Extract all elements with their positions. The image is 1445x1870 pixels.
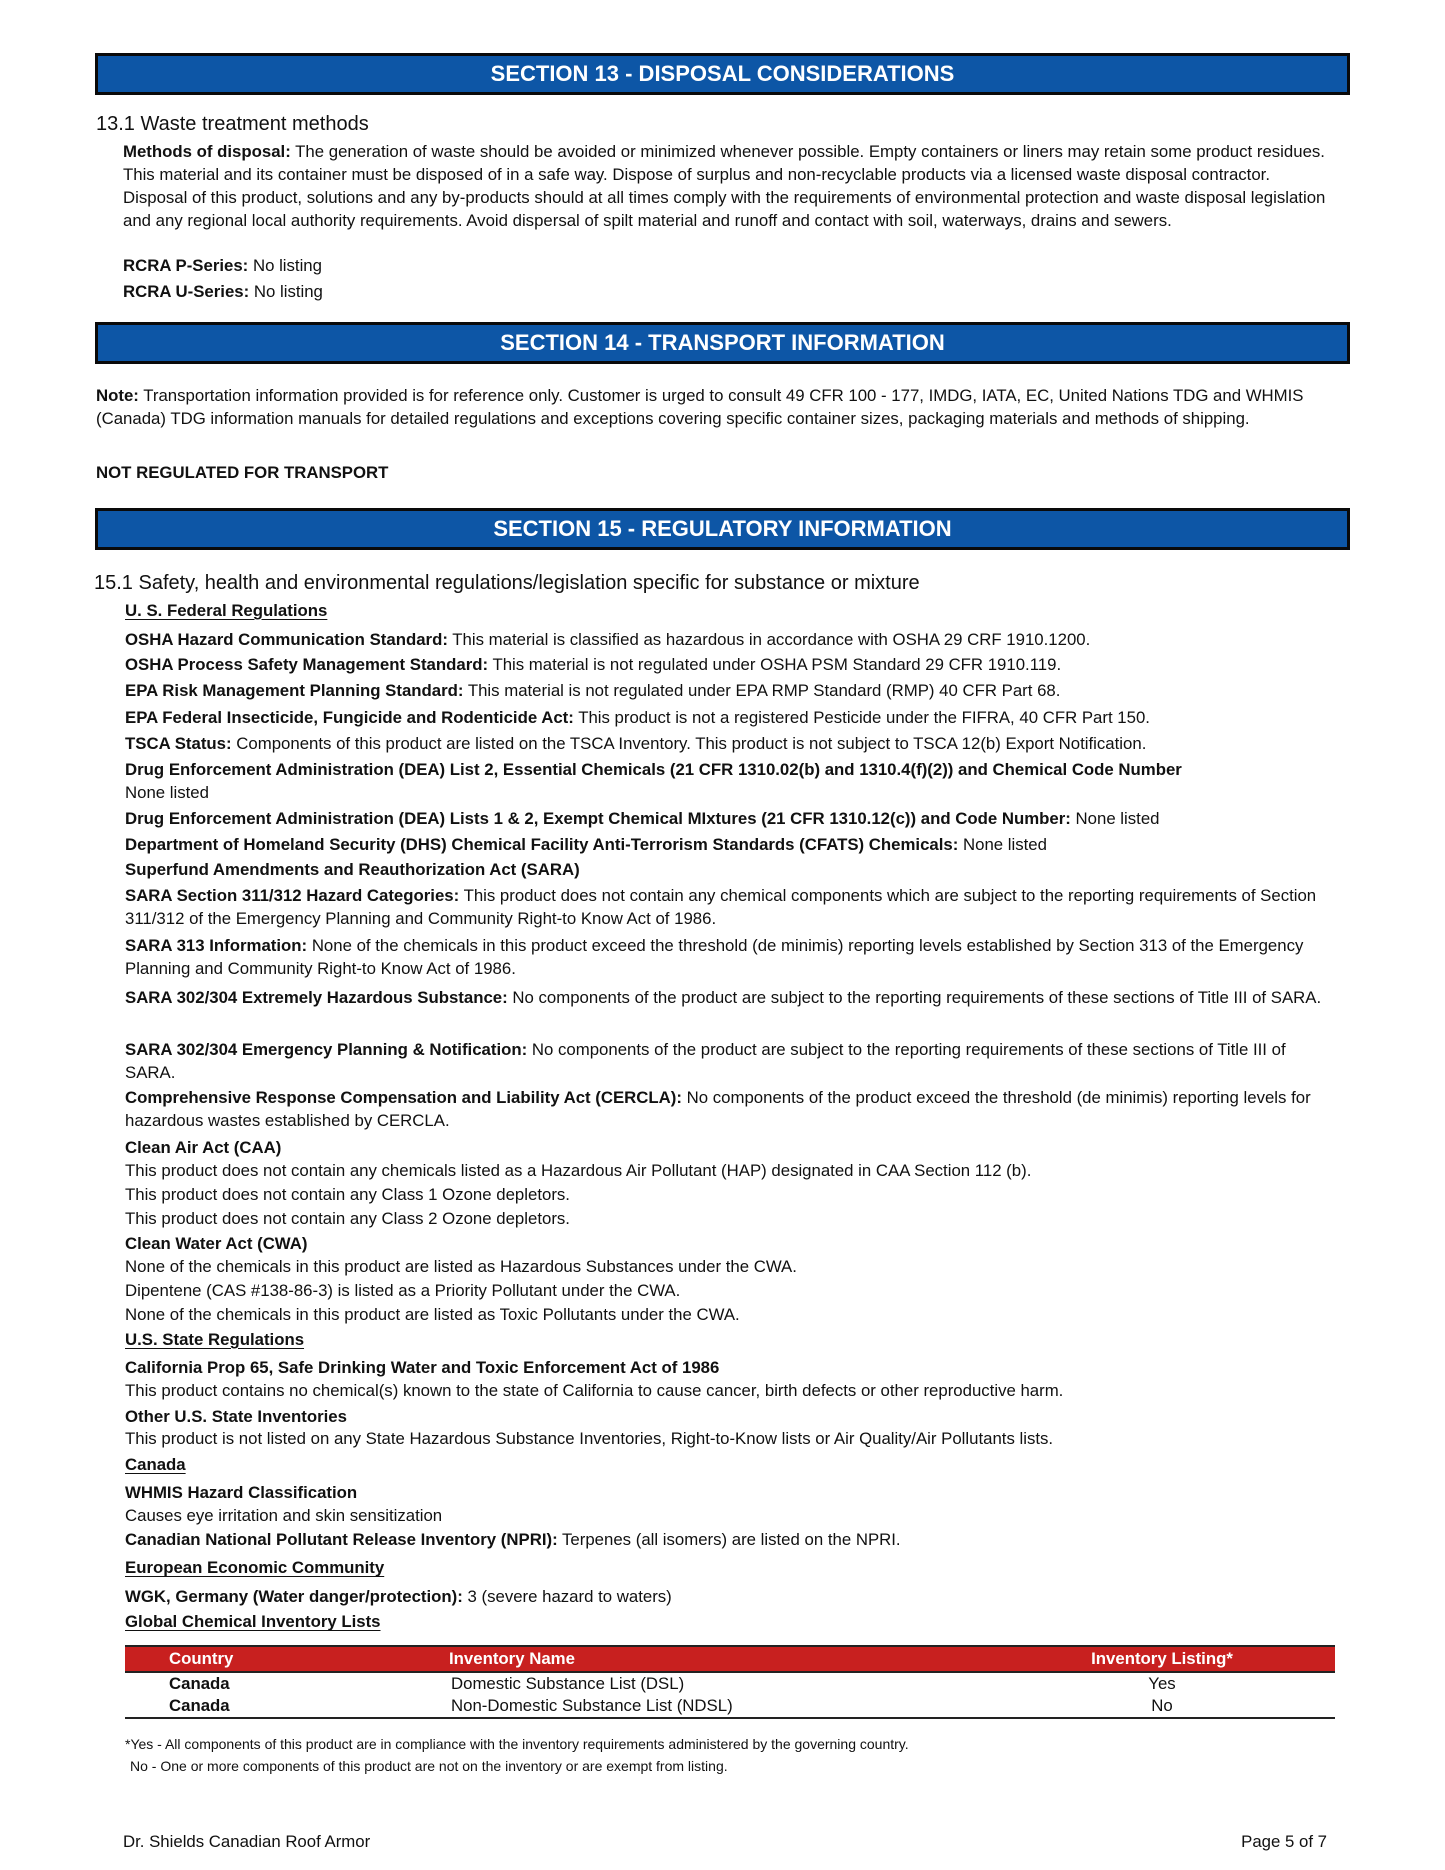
rcra-p-series xyxy=(123,256,322,276)
npri-label: Canadian National Pollutant Release Inventory (NPRI): xyxy=(125,1530,558,1549)
row-country: Canada xyxy=(169,1696,230,1715)
sara311-label: SARA Section 311/312 Hazard Categories: xyxy=(125,886,460,905)
inventory-table xyxy=(125,1645,1335,1719)
sara302e-text: No components of the product are subject to the reporting requirements of these sections of Title III of SARA. xyxy=(125,1040,1286,1082)
note-yes: *Yes - All components of this product are in compliance with the inventory requirements administered by the governing country. xyxy=(125,1736,909,1752)
dhs-cfats xyxy=(125,835,1047,855)
col-country: Country xyxy=(125,1646,449,1672)
wgk-label: WGK, Germany (Water danger/protection): xyxy=(125,1587,463,1606)
caa-line-1: This product does not contain any chemicals listed as a Hazardous Air Pollutant (HAP) designated in CAA Section 112 (b). xyxy=(125,1161,1032,1180)
rcra-u-series xyxy=(123,282,323,302)
whmis-text: Causes eye irritation and skin sensitization xyxy=(125,1506,443,1525)
epa-rmp-text: This material is not regulated under EPA RMP Standard (RMP) 40 CFR Part 68. xyxy=(467,681,1061,700)
table-row xyxy=(125,1672,1335,1695)
row-inventory-name: Non-Domestic Substance List (NDSL) xyxy=(451,1696,733,1715)
footer-product-name: Dr. Shields Canadian Roof Armor xyxy=(123,1832,371,1851)
canada-heading: Canada xyxy=(125,1455,186,1474)
dea12-label: Drug Enforcement Administration (DEA) Lists 1 & 2, Exempt Chemical MIxtures (21 CFR 1310.12(c)) and Code Number: xyxy=(125,809,1071,828)
methods-text: The generation of waste should be avoided or minimized whenever possible. Empty containers or liners may retain some product residues. This material and its container must be disposed of in a safe way. Dispose of surplus and non-recyclable products via a licensed waste disposal contractor. Disposal of this product, solutions and any by-products should at all times comply with the requirements of environmental protection and waste disposal legislation and any regional local authority requirements. Avoid dispersal of spilt material and runoff and contact with soil, waterways, drains and sewers. xyxy=(123,142,1326,230)
npri-text: Terpenes (all isomers) are listed on the NPRI. xyxy=(562,1530,901,1549)
fifra-label: EPA Federal Insecticide, Fungicide and Rodenticide Act: xyxy=(125,708,574,727)
cercla-label: Comprehensive Response Compensation and Liability Act (CERCLA): xyxy=(125,1088,682,1107)
us-federal-heading: U. S. Federal Regulations xyxy=(125,601,328,620)
not-regulated-text: NOT REGULATED FOR TRANSPORT xyxy=(96,463,389,482)
epa-fifra xyxy=(125,708,1150,728)
section-14-header: SECTION 14 - TRANSPORT INFORMATION xyxy=(95,322,1350,364)
cwa-heading: Clean Water Act (CWA) xyxy=(125,1234,308,1253)
rcra-u-value: No listing xyxy=(253,282,323,301)
cwa-line-3: None of the chemicals in this product are listed as Toxic Pollutants under the CWA. xyxy=(125,1305,740,1324)
tsca-text: Components of this product are listed on the TSCA Inventory. This product is not subject to TSCA 12(b) Export Notification. xyxy=(236,734,1147,753)
sara313-text: None of the chemicals in this product exceed the threshold (de minimis) reporting levels established by Section 313 of the Emergency Planning and Community Right-to Know Act of 1986. xyxy=(125,936,1304,978)
osha-psm xyxy=(125,655,1061,675)
row-inventory-name: Domestic Substance List (DSL) xyxy=(451,1674,685,1693)
wgk-germany xyxy=(125,1587,672,1607)
cercla-text: No components of the product exceed the threshold (de minimis) reporting levels for hazardous wastes established by CERCLA. xyxy=(125,1088,1311,1130)
tsca-label: TSCA Status: xyxy=(125,734,232,753)
note-label: Note: xyxy=(96,386,139,405)
osha-hcs xyxy=(125,630,1090,650)
section-15-1-heading: 15.1 Safety, health and environmental regulations/legislation specific for substance or mixture xyxy=(94,572,920,594)
footer-page-number: Page 5 of 7 xyxy=(1241,1832,1327,1851)
sara311-text: This product does not contain any chemical components which are subject to the reporting requirements of Section 311/312 of the Emergency Planning and Community Right-to Know Act of 1986. xyxy=(125,886,1317,928)
inventory-table-header xyxy=(125,1646,1335,1672)
cwa-line-1: None of the chemicals in this product are listed as Hazardous Substances under the CWA. xyxy=(125,1257,797,1276)
sara302-label: SARA 302/304 Extremely Hazardous Substance: xyxy=(125,988,508,1007)
other-state-heading: Other U.S. State Inventories xyxy=(125,1407,347,1426)
dea-list-2-label: Drug Enforcement Administration (DEA) List 2, Essential Chemicals (21 CFR 1310.02(b) and 1310.4(f)(2)) and Chemical Code Number xyxy=(125,760,1182,779)
dea-lists-1-2 xyxy=(125,809,1160,829)
prop65-text: This product contains no chemical(s) known to the state of California to cause cancer, birth defects or other reproductive harm. xyxy=(125,1381,1064,1400)
us-state-heading: U.S. State Regulations xyxy=(125,1330,305,1349)
epa-rmp xyxy=(125,681,1060,701)
other-state-text: This product is not listed on any State Hazardous Substance Inventories, Right-to-Know lists or Air Quality/Air Pollutants lists. xyxy=(125,1429,1054,1448)
section-15-header: SECTION 15 - REGULATORY INFORMATION xyxy=(95,508,1350,550)
rcra-p-label: RCRA P-Series: xyxy=(123,256,249,275)
section-13-header: SECTION 13 - DISPOSAL CONSIDERATIONS xyxy=(95,53,1350,95)
osha-hcs-text: This material is classified as hazardous in accordance with OSHA 29 CRF 1910.1200. xyxy=(452,630,1091,649)
table-row xyxy=(125,1695,1335,1718)
cercla xyxy=(125,1086,1335,1132)
rcra-u-label: RCRA U-Series: xyxy=(123,282,250,301)
row-listing: Yes xyxy=(1148,1674,1176,1693)
sara-302-ehs xyxy=(125,986,1335,1009)
prop65-heading: California Prop 65, Safe Drinking Water and Toxic Enforcement Act of 1986 xyxy=(125,1358,720,1377)
dhs-text: None listed xyxy=(963,835,1047,854)
methods-label: Methods of disposal: xyxy=(123,142,291,161)
whmis-heading: WHMIS Hazard Classification xyxy=(125,1483,358,1502)
col-inventory-name: Inventory Name xyxy=(449,1646,989,1672)
wgk-text: 3 (severe hazard to waters) xyxy=(467,1587,672,1606)
osha-hcs-label: OSHA Hazard Communication Standard: xyxy=(125,630,448,649)
dhs-label: Department of Homeland Security (DHS) Chemical Facility Anti-Terrorism Standards (CFATS) Chemicals: xyxy=(125,835,959,854)
epa-rmp-label: EPA Risk Management Planning Standard: xyxy=(125,681,464,700)
caa-heading: Clean Air Act (CAA) xyxy=(125,1138,282,1157)
sara-302-planning xyxy=(125,1038,1335,1084)
cwa-line-2: Dipentene (CAS #138-86-3) is listed as a Priority Pollutant under the CWA. xyxy=(125,1281,681,1300)
fifra-text: This product is not a registered Pesticide under the FIFRA, 40 CFR Part 150. xyxy=(578,708,1150,727)
caa-line-2: This product does not contain any Class 1 Ozone depletors. xyxy=(125,1185,570,1204)
row-country: Canada xyxy=(169,1674,230,1693)
col-inventory-listing: Inventory Listing* xyxy=(989,1646,1335,1672)
note-no: No - One or more components of this product are not on the inventory or are exempt from listing. xyxy=(130,1758,728,1774)
sara302e-label: SARA 302/304 Emergency Planning & Notification: xyxy=(125,1040,528,1059)
global-inventory-heading: Global Chemical Inventory Lists xyxy=(125,1612,381,1631)
section-13-1-heading: 13.1 Waste treatment methods xyxy=(96,113,369,135)
rcra-p-value: No listing xyxy=(252,256,322,275)
note-text: Transportation information provided is for reference only. Customer is urged to consult 49 CFR 100 - 177, IMDG, IATA, EC, United Nations TDG and WHMIS (Canada) TDG information manuals for detailed regulations and exceptions covering specific container sizes, packaging materials and methods of shipping. xyxy=(96,386,1304,428)
dea-list-2-text: None listed xyxy=(125,783,209,802)
eec-heading: European Economic Community xyxy=(125,1558,385,1577)
methods-of-disposal xyxy=(123,140,1338,232)
tsca-status xyxy=(125,734,1146,754)
transport-note xyxy=(96,384,1336,430)
sara-heading: Superfund Amendments and Reauthorization Act (SARA) xyxy=(125,860,580,879)
dea12-text: None listed xyxy=(1075,809,1160,828)
caa-line-3: This product does not contain any Class 2 Ozone depletors. xyxy=(125,1209,570,1228)
sara313-label: SARA 313 Information: xyxy=(125,936,308,955)
sara-311 xyxy=(125,884,1335,930)
npri xyxy=(125,1530,901,1550)
sara302-text: No components of the product are subject to the reporting requirements of these sections of Title III of SARA. xyxy=(512,988,1322,1007)
row-listing: No xyxy=(1151,1696,1173,1715)
sara-313 xyxy=(125,934,1335,980)
osha-psm-label: OSHA Process Safety Management Standard: xyxy=(125,655,489,674)
osha-psm-text: This material is not regulated under OSHA PSM Standard 29 CFR 1910.119. xyxy=(492,655,1062,674)
